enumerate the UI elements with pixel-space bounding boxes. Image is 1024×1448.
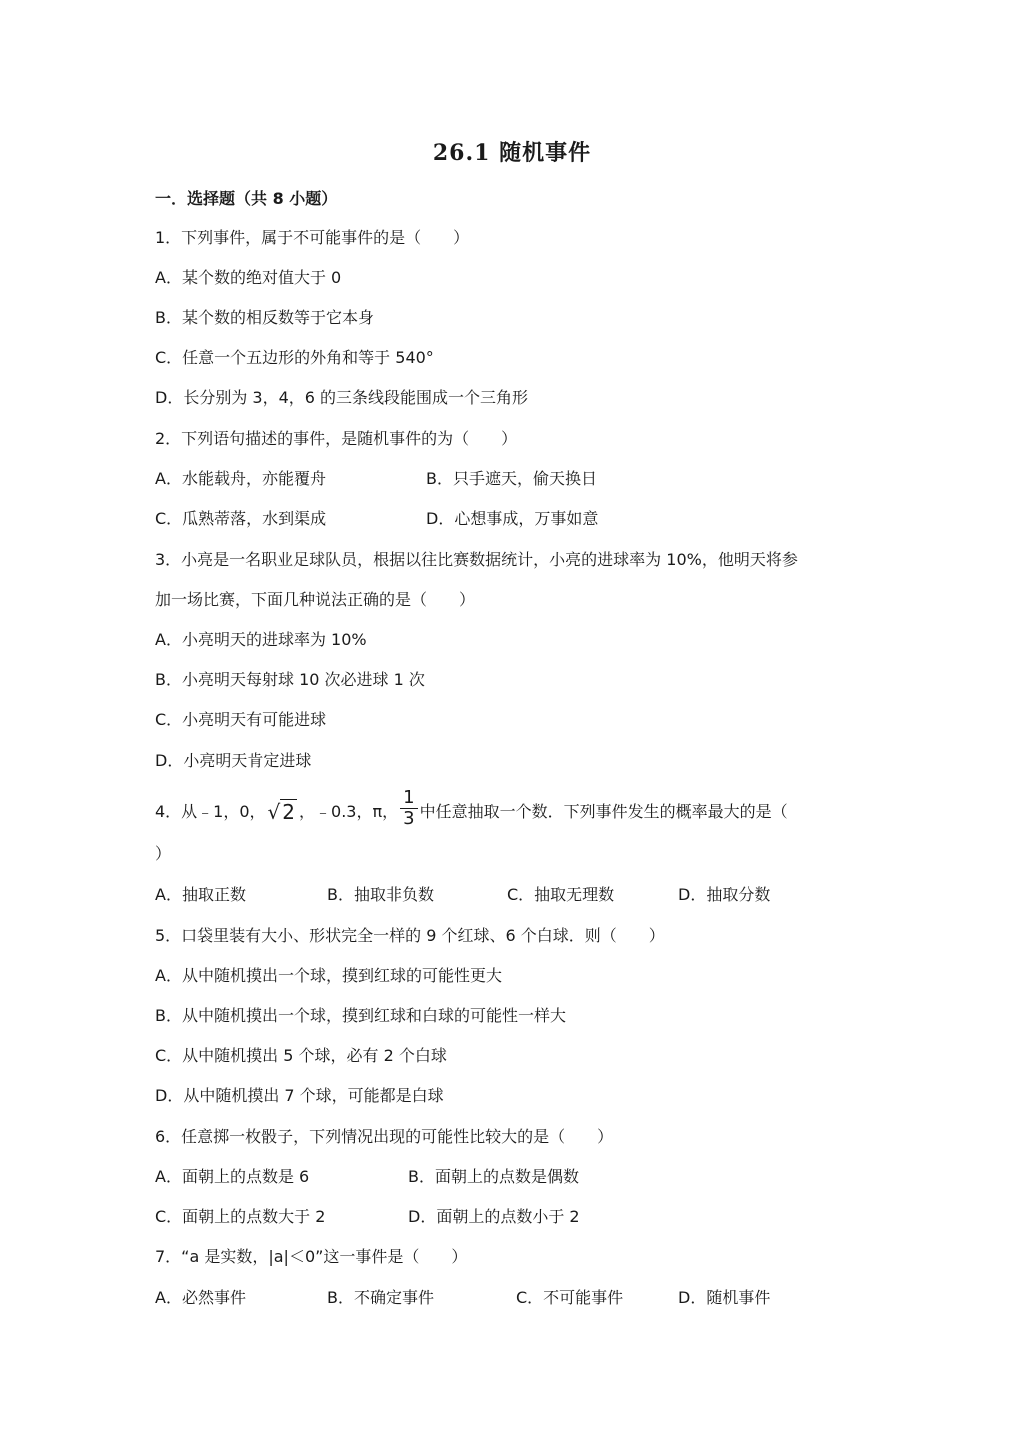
question-1-option-a: A．某个数的绝对值大于 0 [155,268,342,287]
question-1-option-b: B．某个数的相反数等于它本身 [155,308,374,327]
question-7-option-c: C．不可能事件 [516,1288,624,1307]
question-5-stem: 5．口袋里装有大小、形状完全一样的 9 个红球、6 个白球．则（ ） [155,926,665,945]
question-4-stem-line-2: ） [155,844,172,863]
question-2-option-c: C．瓜熟蒂落，水到渠成 [155,509,327,528]
question-5-option-a: A．从中随机摸出一个球，摸到红球的可能性更大 [155,966,502,985]
question-2-option-b: B．只手遮天，偷天换日 [426,469,597,488]
page-title: 26.1 随机事件 [432,140,592,166]
question-4-option-b: B．抽取非负数 [327,885,434,904]
fraction-denominator: 3 [403,808,415,829]
question-7-stem: 7．“a 是实数，|a|＜0”这一事件是（ ） [155,1247,468,1266]
question-4-stem [155,787,788,833]
sqrt-expression: √ 2 [267,800,296,824]
question-4-option-a: A．抽取正数 [155,885,246,904]
section-heading: 一．选择题（共 8 小题） [155,189,338,208]
question-5-option-c: C．从中随机摸出 5 个球，必有 2 个白球 [155,1046,447,1065]
question-4-option-c: C．抽取无理数 [507,885,615,904]
question-6-option-d: D．面朝上的点数小于 2 [408,1207,580,1226]
question-4-middle: ，﹣0.3，π， [299,802,399,821]
question-2-stem: 2．下列语句描述的事件，是随机事件的为（ ） [155,429,518,448]
question-6-option-b: B．面朝上的点数是偶数 [408,1167,579,1186]
question-6-option-c: C．面朝上的点数大于 2 [155,1207,326,1226]
question-6-stem: 6．任意掷一枚骰子，下列情况出现的可能性比较大的是（ ） [155,1127,614,1146]
question-2-option-d: D．心想事成，万事如意 [426,509,599,528]
question-4-prefix: 4．从﹣1，0， [155,802,266,821]
question-3-option-a: A．小亮明天的进球率为 10% [155,630,367,649]
sqrt-radicand: 2 [282,800,296,824]
question-7-option-a: A．必然事件 [155,1288,246,1307]
question-5-option-d: D．从中随机摸出 7 个球，可能都是白球 [155,1086,444,1105]
question-1-option-d: D．长分别为 3，4，6 的三条线段能围成一个三角形 [155,388,529,407]
question-3-option-c: C．小亮明天有可能进球 [155,710,327,729]
question-5-option-b: B．从中随机摸出一个球，摸到红球和白球的可能性一样大 [155,1006,566,1025]
question-7-option-d: D．随机事件 [678,1288,771,1307]
question-4-suffix: 中任意抽取一个数．下列事件发生的概率最大的是（ [419,802,788,821]
question-1-stem: 1．下列事件，属于不可能事件的是（ ） [155,228,470,247]
question-3-stem-line-2: 加一场比赛，下面几种说法正确的是（ ） [155,590,476,609]
question-3-option-d: D．小亮明天肯定进球 [155,751,312,770]
question-3-stem-line-1: 3．小亮是一名职业足球队员，根据以往比赛数据统计，小亮的进球率为 10%，他明天将参 [155,550,798,569]
fraction-numerator: 1 [400,788,417,809]
question-6-option-a: A．面朝上的点数是 6 [155,1167,310,1186]
question-7-option-b: B．不确定事件 [327,1288,434,1307]
question-2-option-a: A．水能载舟，亦能覆舟 [155,469,326,488]
question-1-option-c: C．任意一个五边形的外角和等于 540° [155,348,434,367]
question-4-option-d: D．抽取分数 [678,885,771,904]
fraction-one-third [400,788,417,829]
question-3-option-b: B．小亮明天每射球 10 次必进球 1 次 [155,670,425,689]
